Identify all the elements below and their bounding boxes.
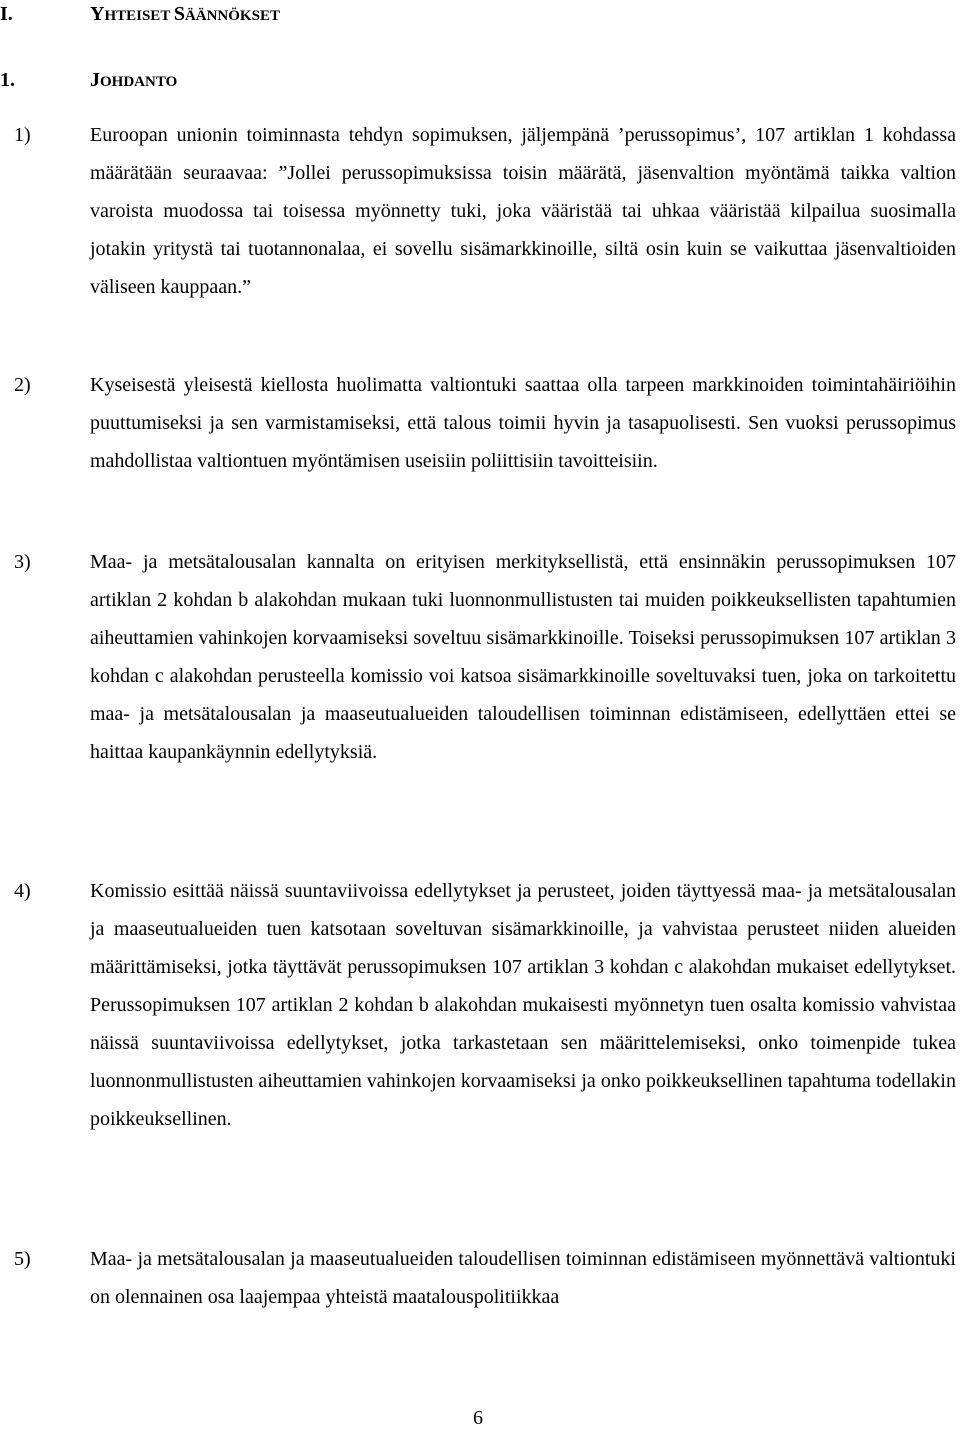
section-title-part: ÄÄNNÖKSET	[184, 8, 280, 24]
paragraph-text: Maa- ja metsätalousalan kannalta on erityisen merkityksellistä, että ensinnäkin perussopimuksen 107 artiklan 2 kohdan b alakohdan mukaan tuki luonnonmullistusten tai muiden poikkeuksellisten tapahtumien aiheuttamien vahinkojen korvaamiseksi soveltuu sisämarkkinoille. Toiseksi perussopimuksen 107 artiklan 3 kohdan c alakohdan perusteella komissio voi katsoa sisämarkkinoille soveltuvaksi tuen, joka on tarkoitettu maa- ja metsätalousalan ja maaseutualueiden taloudellisen toiminnan edistämiseen, edellyttäen ettei se haittaa kaupankäynnin edellytyksiä.	[90, 551, 956, 763]
paragraph-number: 2)	[14, 374, 31, 396]
paragraph-text: Euroopan unionin toiminnasta tehdyn sopimuksen, jäljempänä ’perussopimus’, 107 artiklan 1 kohdassa määrätään seuraavaa: ”Jollei perussopimuksissa toisin määrätä, jäsenvaltion myöntämä taikka valtion varoista muodossa tai toisessa myönnetty tuki, joka vääristää tai uhkaa vääristää kilpailua suosimalla jotakin yritystä tai tuotannonalaa, ei sovellu sisämarkkinoille, siltä osin kuin se vaikuttaa jäsenvaltioiden väliseen kauppaan.”	[90, 124, 956, 298]
paragraph-text: Kyseisestä yleisestä kiellosta huolimatta valtiontuki saattaa olla tarpeen markkinoiden toimintahäiriöihin puuttumiseksi ja sen varmistamiseksi, että talous toimii hyvin ja tasapuolisesti. Sen vuoksi perussopimus mahdollistaa valtiontuen myöntämisen useisiin poliittisiin tavoitteisiin.	[90, 374, 956, 472]
subsection-title	[90, 68, 177, 94]
section-title-part: HTEISET	[104, 8, 174, 24]
numbered-paragraph	[0, 116, 956, 306]
subsection-title-part: OHDANTO	[100, 74, 178, 90]
subsection-heading	[0, 68, 178, 92]
paragraph-text: Maa- ja metsätalousalan ja maaseutualueiden taloudellisen toiminnan edistämiseen myönnettävä valtiontuki on olennainen osa laajempaa yhteistä maatalouspolitiikkaa	[90, 1248, 956, 1308]
paragraph-number: 5)	[14, 1248, 31, 1270]
numbered-paragraph	[0, 872, 956, 1138]
section-number: I.	[0, 3, 13, 25]
section-title-part: Y	[90, 3, 105, 25]
page-number: 6	[473, 1407, 483, 1429]
paragraph-number: 4)	[14, 880, 31, 902]
section-title	[90, 2, 280, 28]
numbered-paragraph	[0, 543, 956, 771]
section-heading	[0, 2, 280, 26]
paragraph-number: 3)	[14, 551, 31, 573]
paragraph-text: Komissio esittää näissä suuntaviivoissa edellytykset ja perusteet, joiden täyttyessä maa- ja metsätalousalan ja maaseutualueiden tuen katsotaan soveltuvan sisämarkkinoille, ja vahvistaa perusteet niiden alueiden määrittämiseksi, jotka täyttävät perussopimuksen 107 artiklan 3 kohdan c alakohdan mukaiset edellytykset. Perussopimuksen 107 artiklan 2 kohdan b alakohdan mukaisesti myönnetyn tuen osalta komissio vahvistaa näissä suuntaviivoissa edellytykset, jotka tarkastetaan sen määrittelemiseksi, onko toimenpide tukea luonnonmullistusten aiheuttamien vahinkojen korvaamiseksi ja onko poikkeuksellinen tapahtuma todellakin poikkeuksellinen.	[90, 880, 956, 1130]
paragraph-number: 1)	[14, 124, 31, 146]
numbered-paragraph	[0, 366, 956, 480]
subsection-title-part: J	[90, 69, 100, 91]
section-title-part: S	[173, 3, 185, 25]
subsection-number: 1.	[0, 69, 15, 91]
numbered-paragraph	[0, 1240, 956, 1316]
